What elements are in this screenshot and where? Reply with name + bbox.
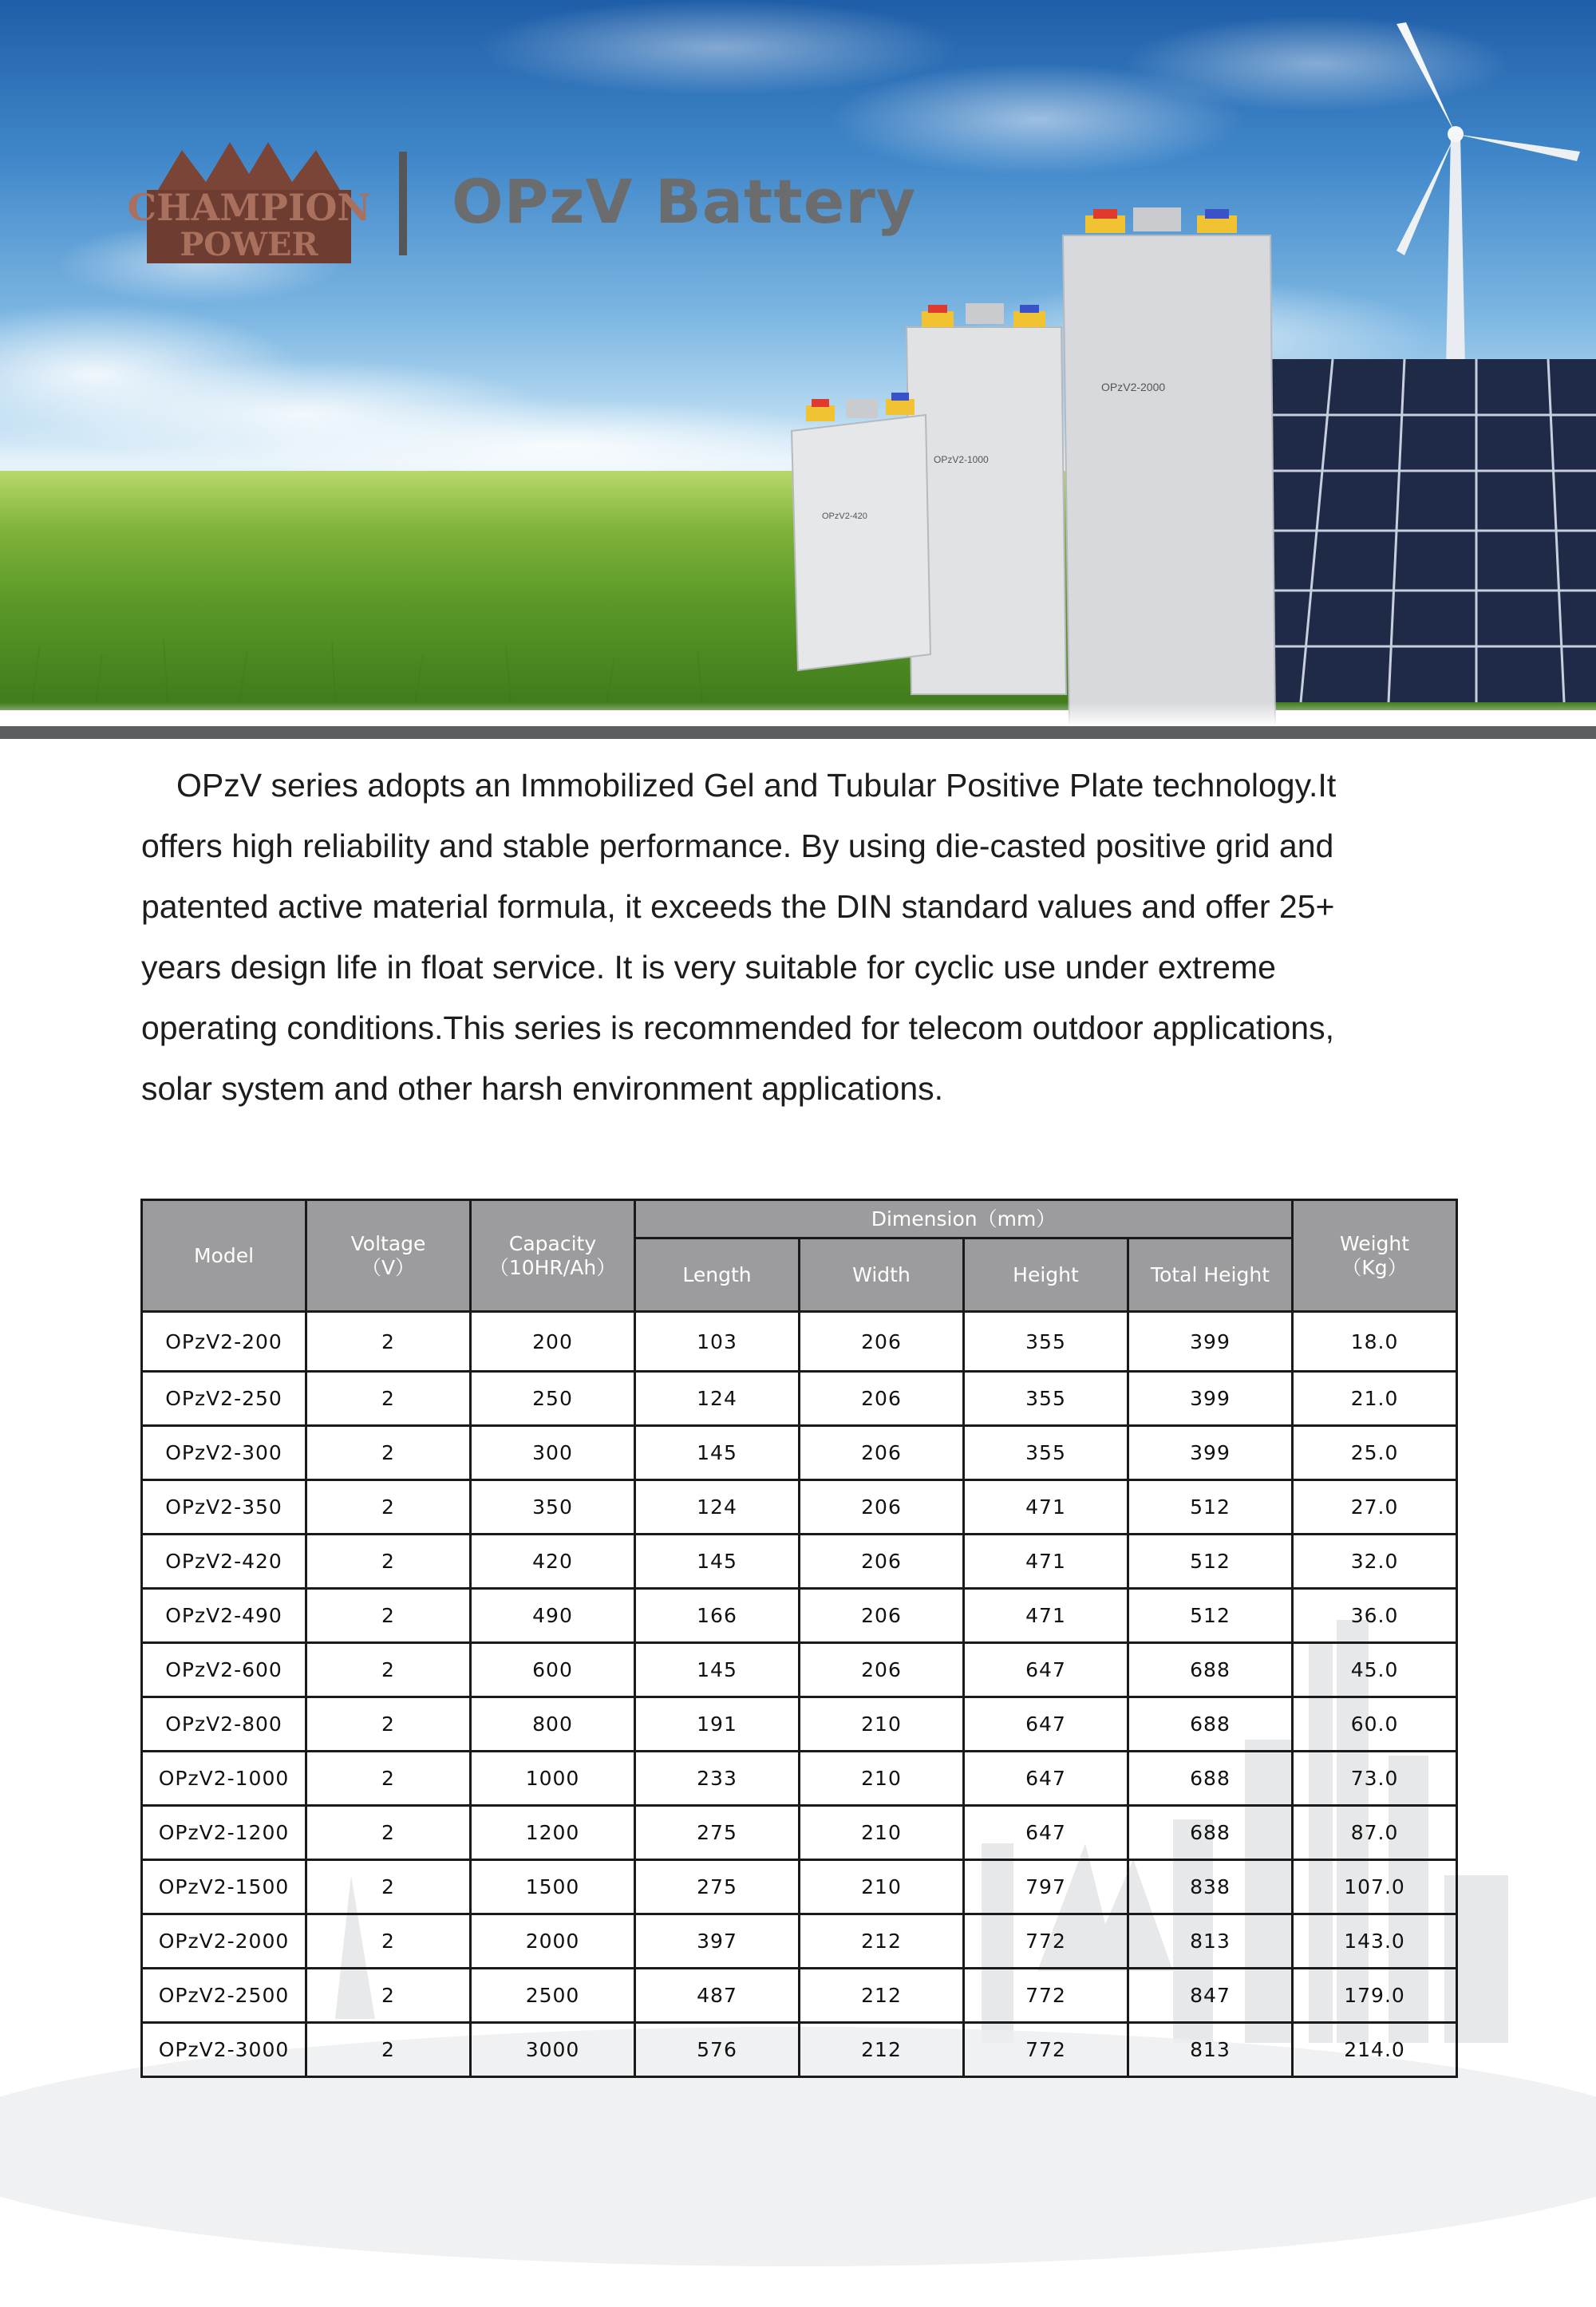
table-row <box>142 2023 1457 2077</box>
table-row <box>142 1914 1457 1969</box>
cell-weight: 25.0 <box>1293 1426 1457 1480</box>
cell-weight: 87.0 <box>1293 1806 1457 1860</box>
cell-voltage: 2 <box>306 1752 471 1806</box>
cell-height: 772 <box>964 1969 1128 2023</box>
cell-length: 576 <box>635 2023 800 2077</box>
table-row <box>142 1426 1457 1480</box>
cell-voltage: 2 <box>306 1643 471 1697</box>
cell-total-height: 838 <box>1128 1860 1293 1914</box>
cell-voltage: 2 <box>306 1697 471 1752</box>
cell-model: OPzV2-2500 <box>142 1969 306 2023</box>
cell-voltage: 2 <box>306 1480 471 1535</box>
cell-model: OPzV2-3000 <box>142 2023 306 2077</box>
cell-width: 206 <box>800 1643 964 1697</box>
cell-length: 145 <box>635 1643 800 1697</box>
cell-total-height: 813 <box>1128 1914 1293 1969</box>
cell-capacity: 300 <box>471 1426 635 1480</box>
cell-model: OPzV2-800 <box>142 1697 306 1752</box>
cell-model: OPzV2-600 <box>142 1643 306 1697</box>
cell-width: 206 <box>800 1372 964 1426</box>
header-voltage-label: Voltage <box>350 1231 426 1255</box>
cell-weight: 32.0 <box>1293 1535 1457 1589</box>
hero-divider <box>0 726 1596 739</box>
cell-length: 275 <box>635 1860 800 1914</box>
cell-weight: 18.0 <box>1293 1312 1457 1372</box>
cell-total-height: 813 <box>1128 2023 1293 2077</box>
cell-height: 647 <box>964 1643 1128 1697</box>
cell-height: 471 <box>964 1589 1128 1643</box>
cell-width: 206 <box>800 1480 964 1535</box>
cell-height: 471 <box>964 1535 1128 1589</box>
cell-length: 103 <box>635 1312 800 1372</box>
battery-label-small: OPzV2-420 <box>822 512 867 521</box>
cell-length: 124 <box>635 1372 800 1426</box>
cell-height: 647 <box>964 1806 1128 1860</box>
cell-total-height: 688 <box>1128 1806 1293 1860</box>
cell-voltage: 2 <box>306 1860 471 1914</box>
cell-length: 487 <box>635 1969 800 2023</box>
cell-capacity: 600 <box>471 1643 635 1697</box>
cell-length: 233 <box>635 1752 800 1806</box>
cell-length: 145 <box>635 1426 800 1480</box>
cell-capacity: 3000 <box>471 2023 635 2077</box>
cell-total-height: 399 <box>1128 1312 1293 1372</box>
table-row <box>142 1372 1457 1426</box>
table-row <box>142 1860 1457 1914</box>
cell-model: OPzV2-250 <box>142 1372 306 1426</box>
cell-total-height: 688 <box>1128 1752 1293 1806</box>
header-voltage <box>306 1200 471 1312</box>
cell-weight: 179.0 <box>1293 1969 1457 2023</box>
cell-height: 647 <box>964 1752 1128 1806</box>
cell-length: 166 <box>635 1589 800 1643</box>
cell-model: OPzV2-2000 <box>142 1914 306 1969</box>
cell-weight: 27.0 <box>1293 1480 1457 1535</box>
cell-weight: 45.0 <box>1293 1643 1457 1697</box>
cell-model: OPzV2-1000 <box>142 1752 306 1806</box>
cell-capacity: 1200 <box>471 1806 635 1860</box>
cell-weight: 73.0 <box>1293 1752 1457 1806</box>
cell-total-height: 512 <box>1128 1589 1293 1643</box>
table-row <box>142 1535 1457 1589</box>
cell-height: 772 <box>964 2023 1128 2077</box>
cell-total-height: 399 <box>1128 1372 1293 1426</box>
intro-line: operating conditions.This series is recommended for telecom outdoor applications, <box>141 1009 1334 1046</box>
svg-text:POWER: POWER <box>180 226 318 263</box>
cell-capacity: 250 <box>471 1372 635 1426</box>
table-row <box>142 1643 1457 1697</box>
cell-model: OPzV2-200 <box>142 1312 306 1372</box>
cell-total-height: 399 <box>1128 1426 1293 1480</box>
cell-total-height: 688 <box>1128 1697 1293 1752</box>
header-weight <box>1293 1200 1457 1312</box>
table-row <box>142 1697 1457 1752</box>
cell-height: 355 <box>964 1426 1128 1480</box>
header-length: Length <box>635 1238 800 1312</box>
cell-weight: 143.0 <box>1293 1914 1457 1969</box>
cell-model: OPzV2-490 <box>142 1589 306 1643</box>
intro-paragraph <box>141 755 1482 1119</box>
cell-weight: 214.0 <box>1293 2023 1457 2077</box>
cell-length: 275 <box>635 1806 800 1860</box>
svg-text:CHAMPION: CHAMPION <box>127 186 371 229</box>
cell-width: 212 <box>800 1914 964 1969</box>
intro-line: offers high reliability and stable performance. By using die-casted positive grid and <box>141 828 1334 864</box>
header-total-height: Total Height <box>1128 1238 1293 1312</box>
cell-width: 212 <box>800 2023 964 2077</box>
cell-capacity: 490 <box>471 1589 635 1643</box>
cell-capacity: 1000 <box>471 1752 635 1806</box>
cell-total-height: 512 <box>1128 1480 1293 1535</box>
header-weight-label: Weight <box>1339 1231 1410 1255</box>
header-voltage-unit: （V） <box>361 1255 416 1279</box>
cell-width: 210 <box>800 1752 964 1806</box>
cell-model: OPzV2-1200 <box>142 1806 306 1860</box>
cell-height: 797 <box>964 1860 1128 1914</box>
battery-label-medium: OPzV2-1000 <box>934 454 989 465</box>
intro-line: OPzV series adopts an Immobilized Gel and Tubular Positive Plate technology.It <box>176 767 1337 804</box>
cell-capacity: 420 <box>471 1535 635 1589</box>
table-row <box>142 1752 1457 1806</box>
cell-total-height: 847 <box>1128 1969 1293 2023</box>
cell-height: 772 <box>964 1914 1128 1969</box>
cell-model: OPzV2-300 <box>142 1426 306 1480</box>
cell-length: 191 <box>635 1697 800 1752</box>
spec-table-body <box>142 1312 1457 2077</box>
cell-height: 355 <box>964 1372 1128 1426</box>
battery-label-large: OPzV2-2000 <box>1101 381 1166 393</box>
cell-length: 124 <box>635 1480 800 1535</box>
cell-voltage: 2 <box>306 1806 471 1860</box>
cell-total-height: 512 <box>1128 1535 1293 1589</box>
title-separator <box>399 152 407 255</box>
cell-weight: 36.0 <box>1293 1589 1457 1643</box>
cell-height: 471 <box>964 1480 1128 1535</box>
cell-voltage: 2 <box>306 1312 471 1372</box>
cell-capacity: 200 <box>471 1312 635 1372</box>
header-capacity <box>471 1200 635 1312</box>
cell-height: 355 <box>964 1312 1128 1372</box>
cell-capacity: 2000 <box>471 1914 635 1969</box>
cell-capacity: 800 <box>471 1697 635 1752</box>
wind-turbine-illustration <box>1309 16 1596 367</box>
intro-line: solar system and other harsh environment applications. <box>141 1070 944 1107</box>
page-title: OPzV Battery <box>452 166 917 237</box>
cell-total-height: 688 <box>1128 1643 1293 1697</box>
cell-weight: 107.0 <box>1293 1860 1457 1914</box>
table-row <box>142 1312 1457 1372</box>
cell-capacity: 350 <box>471 1480 635 1535</box>
table-row <box>142 1589 1457 1643</box>
cell-voltage: 2 <box>306 1535 471 1589</box>
header-weight-unit: （Kg） <box>1341 1255 1408 1279</box>
spec-table <box>140 1199 1458 2078</box>
cell-capacity: 1500 <box>471 1860 635 1914</box>
cell-width: 210 <box>800 1860 964 1914</box>
cell-model: OPzV2-1500 <box>142 1860 306 1914</box>
table-row <box>142 1969 1457 2023</box>
cell-width: 210 <box>800 1697 964 1752</box>
cell-voltage: 2 <box>306 1969 471 2023</box>
cell-height: 647 <box>964 1697 1128 1752</box>
header-capacity-label: Capacity <box>508 1231 597 1255</box>
header-capacity-unit: （10HR/Ah） <box>488 1255 617 1279</box>
champion-power-logo <box>127 142 371 263</box>
header-dimension: Dimension（mm） <box>635 1200 1293 1238</box>
cell-capacity: 2500 <box>471 1969 635 2023</box>
cell-width: 206 <box>800 1589 964 1643</box>
cell-voltage: 2 <box>306 1914 471 1969</box>
battery-product-image <box>782 199 1277 726</box>
table-row <box>142 1480 1457 1535</box>
header-model: Model <box>142 1200 306 1312</box>
cell-length: 397 <box>635 1914 800 1969</box>
cell-width: 206 <box>800 1426 964 1480</box>
intro-line: patented active material formula, it exceeds the DIN standard values and offer 25+ <box>141 888 1335 925</box>
header-width: Width <box>800 1238 964 1312</box>
cell-voltage: 2 <box>306 1589 471 1643</box>
hero-banner <box>0 0 1596 701</box>
cell-voltage: 2 <box>306 1426 471 1480</box>
cell-width: 206 <box>800 1312 964 1372</box>
cell-voltage: 2 <box>306 1372 471 1426</box>
cell-voltage: 2 <box>306 2023 471 2077</box>
cell-weight: 21.0 <box>1293 1372 1457 1426</box>
cell-weight: 60.0 <box>1293 1697 1457 1752</box>
table-row <box>142 1806 1457 1860</box>
header-height: Height <box>964 1238 1128 1312</box>
cell-width: 210 <box>800 1806 964 1860</box>
cell-model: OPzV2-350 <box>142 1480 306 1535</box>
cell-length: 145 <box>635 1535 800 1589</box>
intro-line: years design life in float service. It is very suitable for cyclic use under extreme <box>141 949 1276 986</box>
cell-width: 212 <box>800 1969 964 2023</box>
cell-model: OPzV2-420 <box>142 1535 306 1589</box>
cell-width: 206 <box>800 1535 964 1589</box>
